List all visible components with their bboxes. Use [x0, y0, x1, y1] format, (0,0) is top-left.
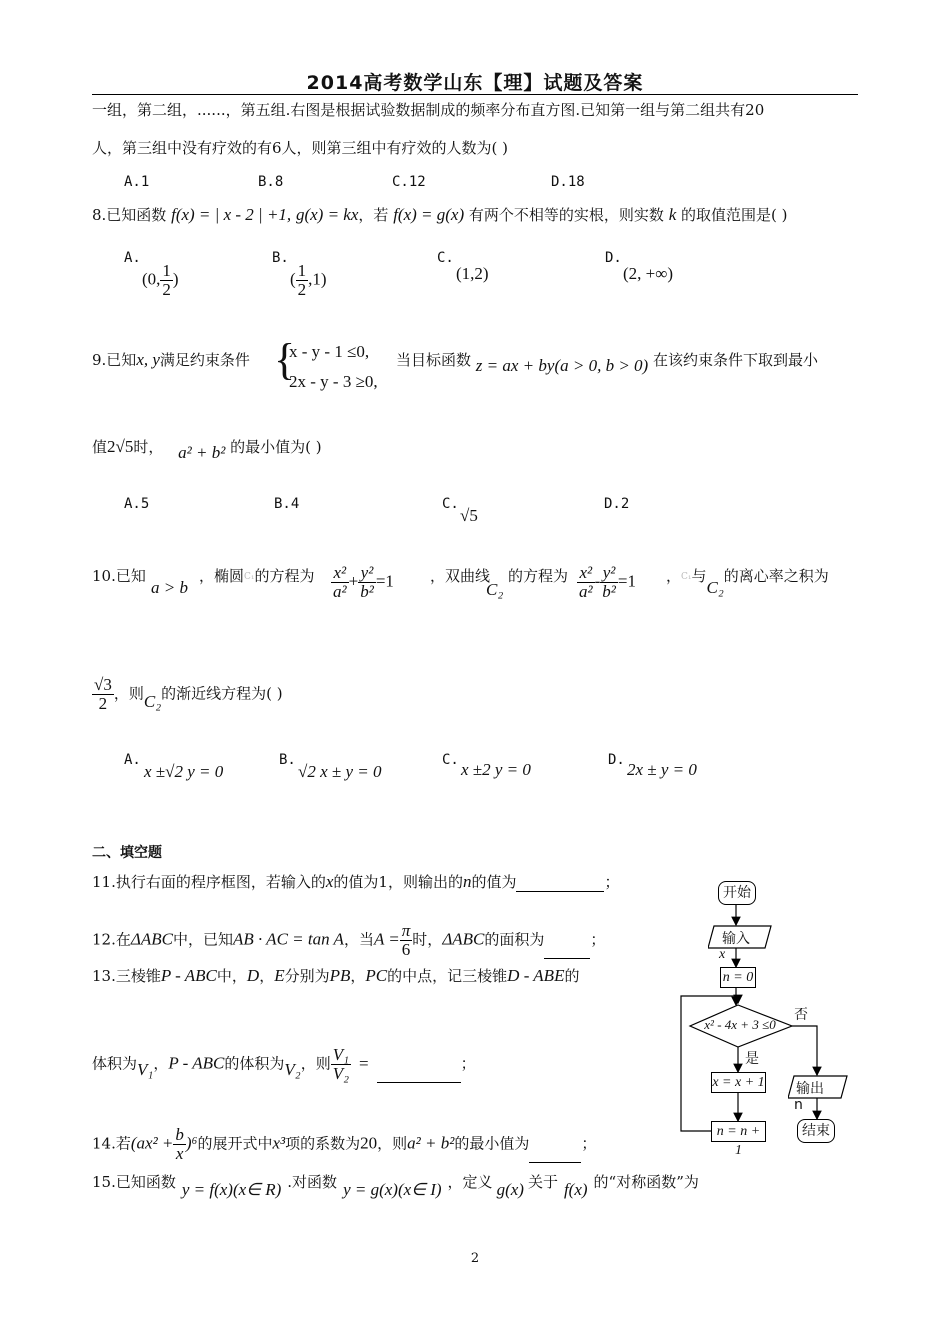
q8-option-d-letter: D.	[605, 250, 622, 266]
flowchart-output: 输出	[788, 1075, 846, 1097]
q9-option-b: B.4	[274, 496, 300, 512]
q8-stem	[92, 205, 788, 225]
q9-vars: x, y	[136, 350, 160, 369]
q8-tail: 有两个不相等的实根，则实数	[468, 206, 664, 224]
q10-ellipse-eq: $\frac{\text{x²}}{\text{a²}}$ + $\frac{\text{y²}}{\text{b²}}$ =1	[333, 563, 394, 601]
q10-prefix: 10.已知	[92, 567, 146, 585]
flowchart-end: 结束	[797, 1119, 835, 1143]
q10-text-product: ，C₁与C₂的离心率之积为	[666, 567, 829, 597]
q9-prefix: 9.已知x, y满足约束条件	[92, 350, 250, 369]
q13-line2: 体积为V₁，P - ABC的体积为V₂，则 $\frac{\text{V₁}}{\text{V₂}}$ = ；	[92, 1045, 476, 1083]
q10-line2: $\frac{√3}{2}$ ，则C₂的渐近线方程为( )	[94, 675, 283, 713]
page-title: 2014高考数学山东【理】试题及答案	[306, 72, 644, 94]
flowchart-step-x: x = x + 1	[711, 1072, 766, 1093]
q8-g-def: g(x) = kx	[295, 205, 359, 224]
q9-min-val: 2√5	[107, 437, 134, 456]
q9-constraint-1: x - y - 1 ≤0,	[289, 342, 370, 361]
c1-smudge-icon: C₁	[244, 572, 255, 582]
q10-option-c: x ±2 y = 0	[461, 760, 531, 779]
q8-option-a-frac: $\frac{1}{2}$	[162, 261, 171, 299]
q8-k: k	[668, 205, 677, 224]
q10-option-d-letter: D.	[608, 752, 625, 768]
q10-option-a: x ±√2 y = 0	[144, 762, 224, 781]
flowchart-step-n: n = n + 1	[711, 1121, 766, 1142]
header-divider	[92, 94, 858, 95]
q8-option-d: (2, +∞)	[623, 264, 674, 283]
q11-stem: 11.执行右面的程序框图，若输入的x的值为1，则输出的n的值为 ；	[92, 872, 620, 891]
q10-c2: C₂	[486, 580, 504, 599]
q10-option-a-letter: A.	[124, 752, 141, 768]
q9-option-a: A.5	[124, 496, 150, 512]
flowchart-yes-label: 是	[745, 1051, 759, 1067]
flowchart-start: 开始	[718, 881, 756, 905]
q12-stem: 12.在ΔABC中，已知AB · AC = tan A，当A = $\frac{\pi}{6}$ 时，ΔABC的面积为 ；	[92, 921, 606, 959]
q8-option-c-letter: C.	[437, 250, 454, 266]
q14-stem: 14.若(ax² + $\frac{b}{x}$ )⁶的展开式中x³项的系数为20，则a² + b²的最小值为 ；	[92, 1125, 597, 1163]
q10-text-ellipse: ，椭圆C₁的方程为	[199, 567, 315, 585]
q8-prefix: 8.已知函数	[92, 206, 167, 224]
q8-option-a-letter: A.	[124, 250, 141, 266]
q10-product-frac: $\frac{√3}{2}$	[94, 675, 112, 713]
q10-text-eq: 的方程为	[508, 567, 569, 585]
q10-condition: a > b	[151, 578, 188, 597]
q7-option-c: C.12	[392, 174, 426, 190]
flowchart-no-label: 否	[794, 1007, 808, 1023]
flowchart-output-var: n	[794, 1097, 803, 1113]
section-title: 二、填空题	[92, 845, 162, 861]
page-number: 2	[470, 1251, 480, 1266]
q14-answer-blank	[529, 1146, 581, 1163]
q9-option-d: D.2	[604, 496, 630, 512]
q13-stem: 13.三棱锥P - ABC中，D，E分别为PB，PC的中点，记三棱锥D - ABE的	[92, 966, 580, 985]
q8-mid: ，若	[358, 206, 389, 224]
q8-option-b-letter: B.	[272, 250, 289, 266]
q13-answer-blank	[377, 1066, 461, 1083]
q10-option-b-letter: B.	[279, 752, 296, 768]
q7-option-a: A.1	[124, 174, 150, 190]
q8-option-a: (0, $\frac{1}{2}$ )	[142, 261, 179, 299]
q9-constraint-2: 2x - y - 3 ≥0,	[289, 372, 378, 391]
q10-text-hyperbola: ，双曲线	[430, 567, 491, 585]
q10-option-c-letter: C.	[442, 752, 459, 768]
q8-option-b: ( $\frac{1}{2}$ ,1)	[290, 261, 327, 299]
q8-option-c: (1,2)	[456, 264, 489, 283]
flowchart-input: 输入	[708, 925, 770, 947]
q8-equation: f(x) = g(x)	[393, 205, 465, 224]
q9-line2: 值2√5时， a² + b² 的最小值为( )	[92, 437, 322, 462]
q11-answer-blank	[516, 875, 604, 892]
q10-hyperbola-eq: $\frac{\text{x²}}{\text{a²}}$ - $\frac{\text{y²}}{\text{b²}}$ =1	[579, 563, 636, 601]
q7-option-d: D.18	[551, 174, 585, 190]
flowchart-init: n = 0	[720, 967, 756, 988]
q10-option-d: 2x ± y = 0	[627, 760, 697, 779]
q9-option-c: √5	[460, 506, 478, 525]
q9-option-c-letter: C.	[442, 496, 459, 512]
q7-line2: 人，第三组中没有疗效的有6人，则第三组中有疗效的人数为( )	[92, 139, 509, 157]
q15-stem: 15.已知函数 y = f(x)(x∈ R) .对函数 y = g(x)(x∈ I) ，定义 g(x) 关于 f(x) 的“对称函数”为	[92, 1173, 699, 1199]
q12-answer-blank	[544, 942, 590, 959]
q9-objective: 当目标函数 z = ax + by(a > 0, b > 0) 在该约束条件下取到最小	[396, 351, 819, 375]
q8-f-def: f(x) = | x - 2 | +1,	[171, 205, 292, 224]
c1-smudge-icon-2: C₁	[681, 572, 692, 582]
q7-line1: 一组，第二组，......，第五组.右图是根据试验数据制成的频率分布直方图.已知第一组与第二组共有20	[92, 101, 765, 119]
q8-option-b-frac: $\frac{1}{2}$	[297, 261, 307, 299]
q9-brace: {	[274, 335, 296, 384]
q10-option-b: √2 x ± y = 0	[298, 762, 382, 781]
q8-end: 的取值范围是( )	[681, 206, 788, 224]
flowchart-condition: x² - 4x + 3 ≤0	[704, 1017, 776, 1032]
flowchart-input-var: x	[719, 947, 726, 962]
q7-option-b: B.8	[258, 174, 284, 190]
